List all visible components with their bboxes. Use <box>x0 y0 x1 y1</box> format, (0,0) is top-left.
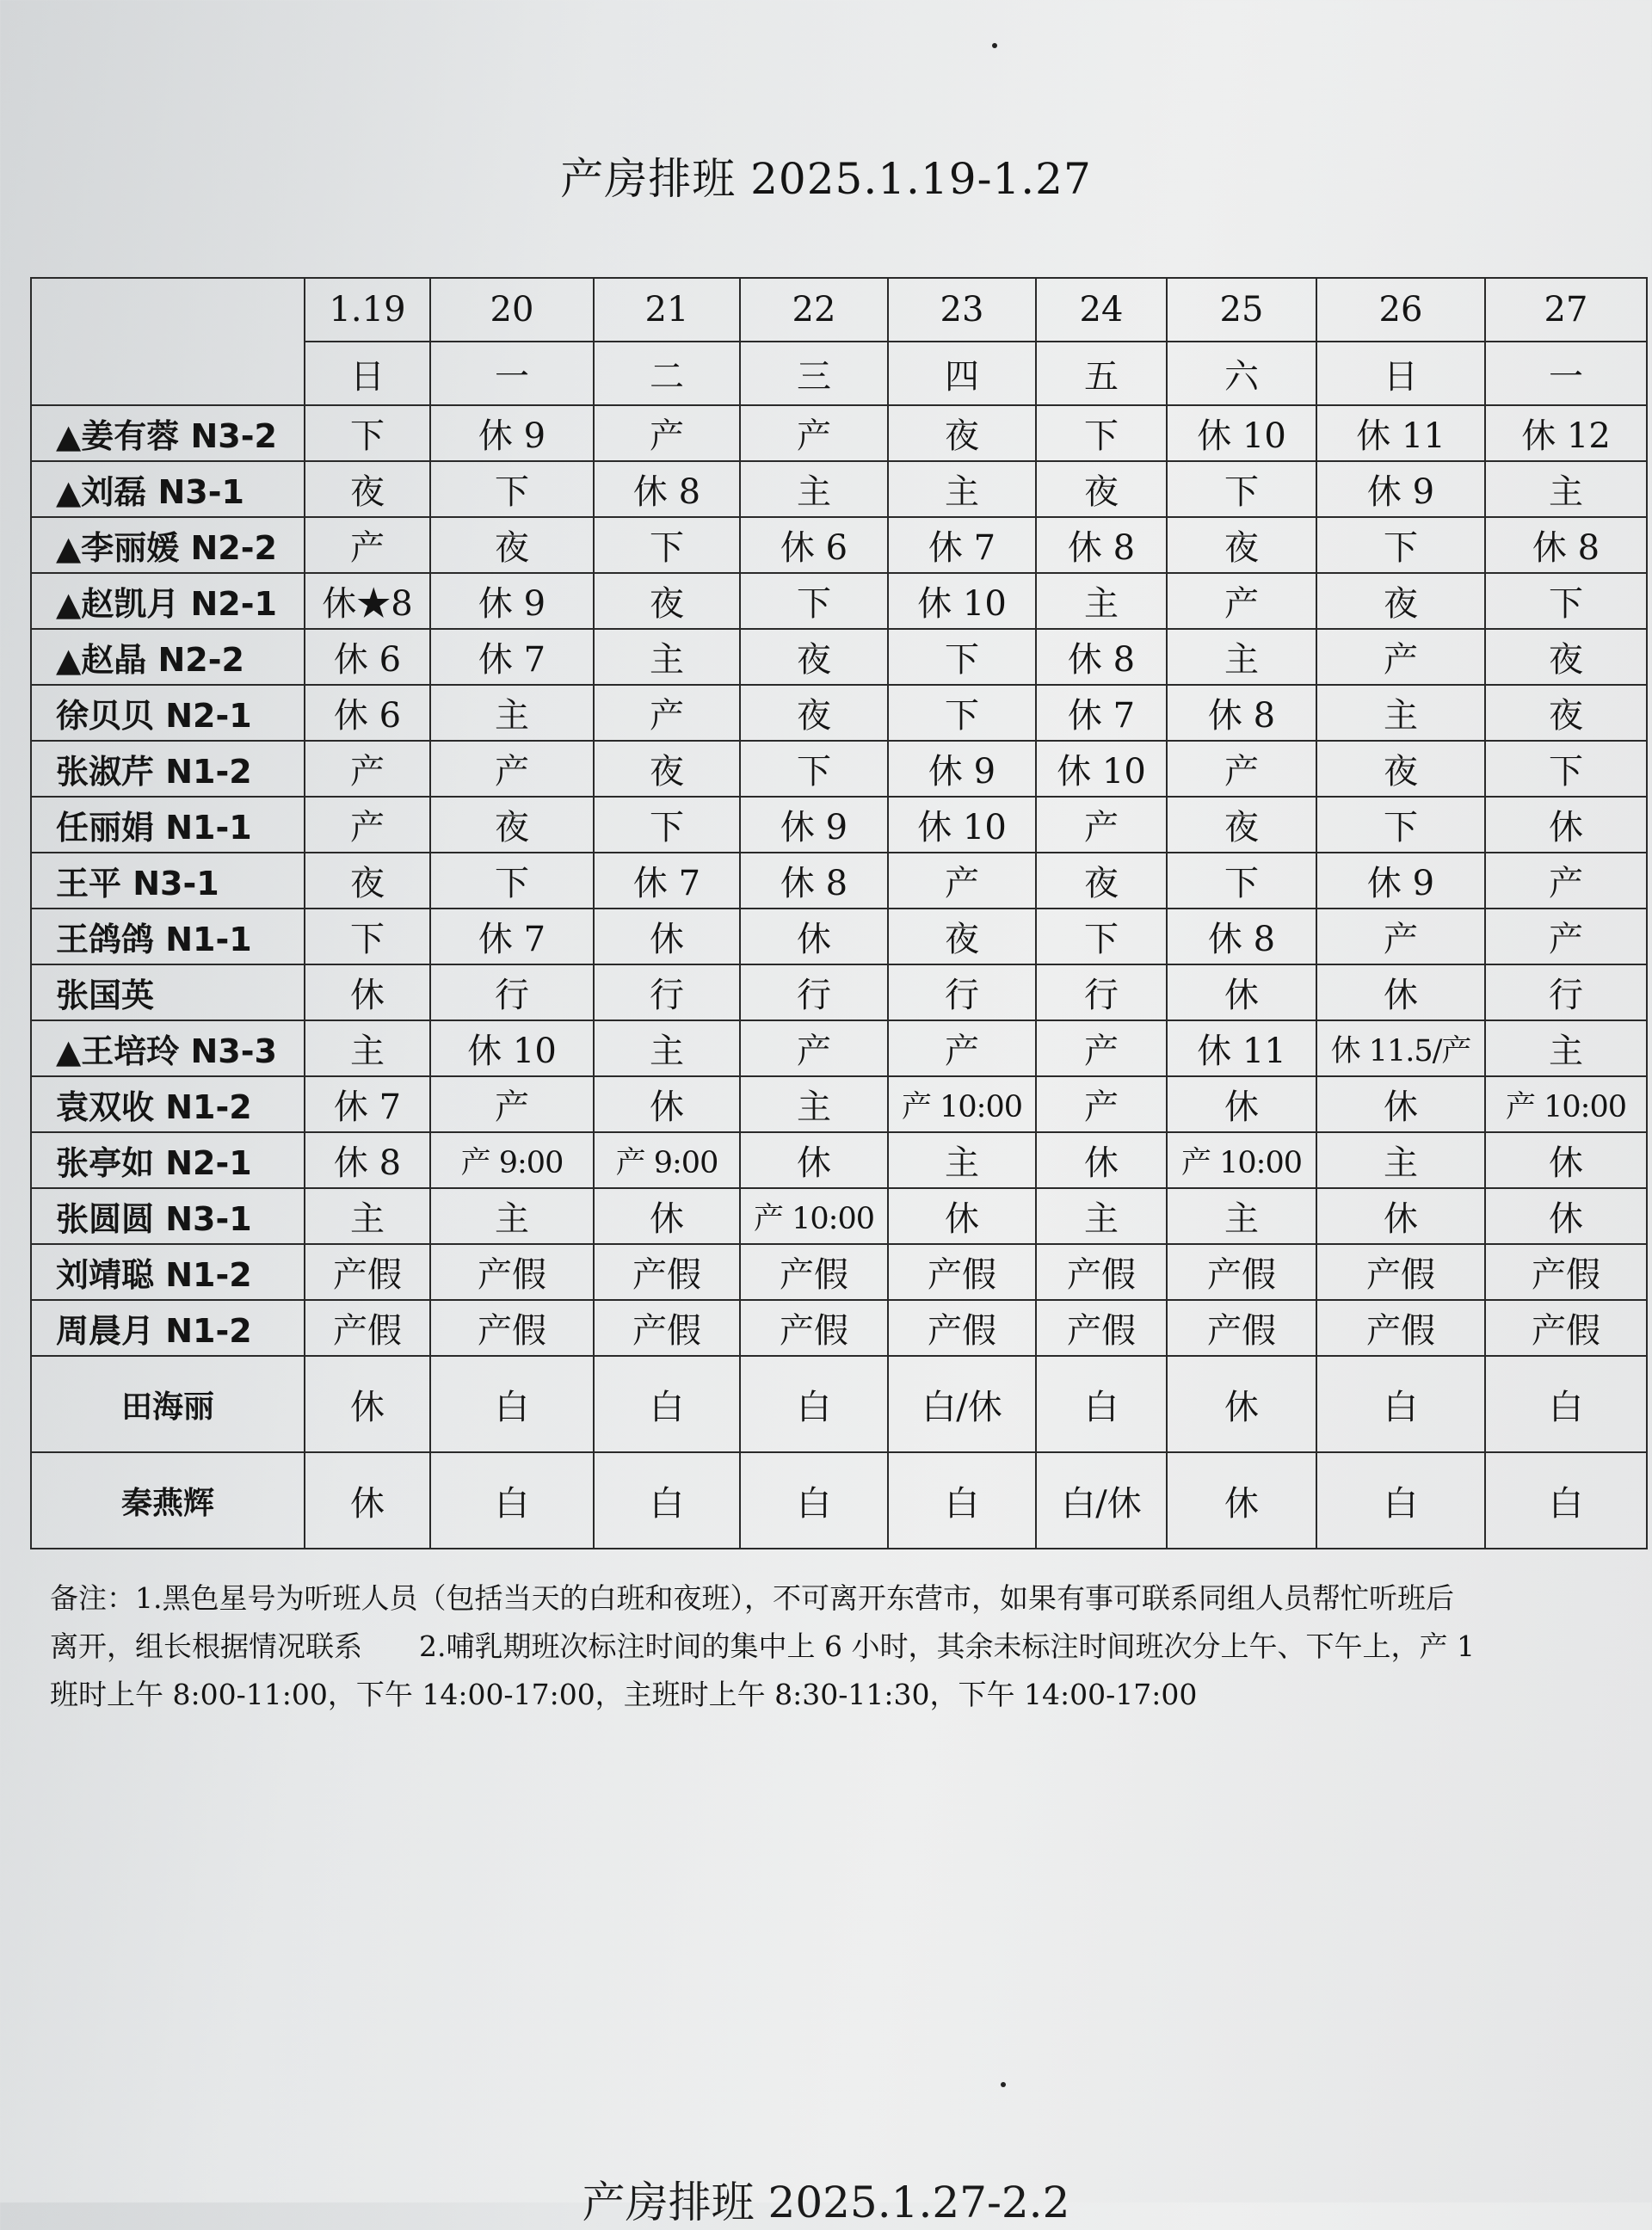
shift-cell: 休 <box>1167 1076 1316 1132</box>
shift-cell: 休 8 <box>594 461 740 517</box>
staff-row <box>31 741 1647 797</box>
shift-cell: 休 8 <box>305 1132 430 1188</box>
shift-cell: 休 <box>1316 1076 1485 1132</box>
shift-cell: 休 9 <box>740 797 888 853</box>
staff-row <box>31 964 1647 1020</box>
corner-cell <box>31 278 305 405</box>
shift-cell: 休 7 <box>1036 685 1167 741</box>
shift-cell: 休 <box>305 1452 430 1549</box>
weekday-cell: 四 <box>888 342 1036 405</box>
note-line: 备注：1.黑色星号为听班人员（包括当天的白班和夜班），不可离开东营市，如果有事可联系同组人员帮忙听班后 <box>50 1581 1454 1615</box>
shift-cell: 产 <box>740 1020 888 1076</box>
shift-cell: 白 <box>740 1452 888 1549</box>
shift-cell: 休 8 <box>1167 685 1316 741</box>
shift-cell: 夜 <box>888 909 1036 964</box>
shift-cell: 夜 <box>740 685 888 741</box>
shift-cell: 白 <box>888 1452 1036 1549</box>
shift-cell: 下 <box>594 797 740 853</box>
weekday-cell: 一 <box>1485 342 1647 405</box>
shift-cell: 产假 <box>740 1244 888 1300</box>
shift-cell: 休 9 <box>430 405 594 461</box>
shift-cell: 产 <box>1316 629 1485 685</box>
weekday-cell: 五 <box>1036 342 1167 405</box>
weekday-cell: 二 <box>594 342 740 405</box>
staff-name: 周晨月 N1-2 <box>31 1300 305 1356</box>
shift-cell: 行 <box>1485 964 1647 1020</box>
shift-cell: 行 <box>430 964 594 1020</box>
shift-cell: 产假 <box>1167 1300 1316 1356</box>
shift-cell: 产 <box>1316 909 1485 964</box>
staff-name: ▲李丽媛 N2-2 <box>31 517 305 573</box>
shift-cell: 产假 <box>888 1300 1036 1356</box>
date-cell: 20 <box>430 278 594 342</box>
staff-row <box>31 1452 1647 1549</box>
shift-cell: 休 <box>305 1356 430 1452</box>
shift-cell: 夜 <box>1485 629 1647 685</box>
date-cell: 25 <box>1167 278 1316 342</box>
shift-cell: 休 <box>594 909 740 964</box>
shift-cell: 主 <box>1167 1188 1316 1244</box>
shift-cell: 夜 <box>1036 853 1167 909</box>
shift-cell: 主 <box>888 461 1036 517</box>
shift-cell: 主 <box>740 461 888 517</box>
shift-cell: 休 8 <box>1167 909 1316 964</box>
shift-cell: 产假 <box>740 1300 888 1356</box>
shift-cell: 主 <box>594 629 740 685</box>
shift-cell: 休 7 <box>594 853 740 909</box>
shift-cell: 休 <box>1485 797 1647 853</box>
shift-cell: 产假 <box>305 1300 430 1356</box>
shift-cell: 夜 <box>1485 685 1647 741</box>
staff-name: ▲姜有蓉 N3-2 <box>31 405 305 461</box>
shift-cell: 产 <box>1036 1076 1167 1132</box>
shift-cell: 休 6 <box>305 685 430 741</box>
shift-cell: 休 11 <box>1316 405 1485 461</box>
shift-cell: 白 <box>1316 1452 1485 1549</box>
shift-cell: 白/休 <box>888 1356 1036 1452</box>
shift-cell: 主 <box>1036 573 1167 629</box>
shift-cell: 休★8 <box>305 573 430 629</box>
shift-cell: 产假 <box>1485 1244 1647 1300</box>
shift-cell: 产假 <box>305 1244 430 1300</box>
shift-cell: 休 6 <box>740 517 888 573</box>
shift-cell: 主 <box>1316 1132 1485 1188</box>
shift-cell: 休 9 <box>430 573 594 629</box>
shift-cell: 夜 <box>594 741 740 797</box>
staff-name: 张亭如 N2-1 <box>31 1132 305 1188</box>
shift-cell: 产 <box>305 741 430 797</box>
staff-row <box>31 573 1647 629</box>
shift-cell: 夜 <box>1316 573 1485 629</box>
staff-row <box>31 1132 1647 1188</box>
shift-cell: 下 <box>888 629 1036 685</box>
date-cell: 27 <box>1485 278 1647 342</box>
staff-name: 王鸽鸽 N1-1 <box>31 909 305 964</box>
shift-cell: 休 10 <box>1036 741 1167 797</box>
shift-cell: 产 <box>1485 909 1647 964</box>
weekday-cell: 日 <box>305 342 430 405</box>
shift-cell: 主 <box>305 1188 430 1244</box>
shift-cell: 下 <box>305 405 430 461</box>
staff-row <box>31 517 1647 573</box>
shift-cell: 夜 <box>305 853 430 909</box>
staff-row <box>31 1020 1647 1076</box>
shift-cell: 产 <box>430 1076 594 1132</box>
shift-cell: 白 <box>1485 1356 1647 1452</box>
shift-cell: 产 <box>594 405 740 461</box>
shift-cell: 产 <box>1485 853 1647 909</box>
shift-cell: 产 <box>888 853 1036 909</box>
shift-cell: 下 <box>430 853 594 909</box>
shift-cell: 下 <box>888 685 1036 741</box>
staff-row <box>31 461 1647 517</box>
shift-cell: 白 <box>740 1356 888 1452</box>
shift-cell: 白 <box>594 1356 740 1452</box>
shift-cell: 白 <box>594 1452 740 1549</box>
date-header-row <box>31 278 1647 342</box>
shift-cell: 休 7 <box>305 1076 430 1132</box>
shift-cell: 休 10 <box>1167 405 1316 461</box>
shift-cell: 休 <box>1036 1132 1167 1188</box>
shift-cell: 产假 <box>1485 1300 1647 1356</box>
schedule-table <box>30 277 1648 1549</box>
date-cell: 22 <box>740 278 888 342</box>
next-page-title: 产房排班 2025.1.27-2.2 <box>582 2178 1070 2227</box>
shift-cell: 主 <box>1485 461 1647 517</box>
shift-cell: 休 8 <box>1036 517 1167 573</box>
paper-mark <box>992 43 997 48</box>
staff-row <box>31 405 1647 461</box>
shift-cell: 休 9 <box>1316 461 1485 517</box>
date-cell: 23 <box>888 278 1036 342</box>
shift-cell: 休 10 <box>888 573 1036 629</box>
staff-row <box>31 797 1647 853</box>
shift-cell: 休 <box>594 1076 740 1132</box>
shift-cell: 下 <box>1316 797 1485 853</box>
shift-cell: 夜 <box>430 797 594 853</box>
shift-cell: 行 <box>740 964 888 1020</box>
shift-cell: 产 10:00 <box>1167 1132 1316 1188</box>
shift-cell: 休 6 <box>305 629 430 685</box>
shift-cell: 下 <box>305 909 430 964</box>
staff-name: 徐贝贝 N2-1 <box>31 685 305 741</box>
shift-cell: 产 9:00 <box>430 1132 594 1188</box>
staff-name: 任丽娟 N1-1 <box>31 797 305 853</box>
staff-row <box>31 685 1647 741</box>
shift-cell: 休 <box>1167 964 1316 1020</box>
shift-cell: 产假 <box>1036 1244 1167 1300</box>
shift-cell: 产假 <box>430 1300 594 1356</box>
staff-row <box>31 629 1647 685</box>
shift-cell: 产假 <box>1167 1244 1316 1300</box>
shift-cell: 产 10:00 <box>740 1188 888 1244</box>
shift-cell: 产 <box>888 1020 1036 1076</box>
shift-cell: 产假 <box>430 1244 594 1300</box>
shift-cell: 主 <box>430 1188 594 1244</box>
shift-cell: 休 <box>1485 1188 1647 1244</box>
shift-cell: 休 8 <box>740 853 888 909</box>
shift-cell: 白 <box>1485 1452 1647 1549</box>
shift-cell: 下 <box>1316 517 1485 573</box>
weekday-cell: 一 <box>430 342 594 405</box>
shift-cell: 白 <box>1316 1356 1485 1452</box>
shift-cell: 休 8 <box>1485 517 1647 573</box>
shift-cell: 产 <box>1036 797 1167 853</box>
shift-cell: 产 <box>305 517 430 573</box>
staff-name: ▲赵凯月 N2-1 <box>31 573 305 629</box>
shift-cell: 主 <box>1167 629 1316 685</box>
shift-cell: 休 11.5/产 <box>1316 1020 1485 1076</box>
staff-row <box>31 1188 1647 1244</box>
page-title: 产房排班 2025.1.19-1.27 <box>560 154 1092 204</box>
shift-cell: 主 <box>430 685 594 741</box>
shift-cell: 主 <box>594 1020 740 1076</box>
note-line: 班时上午 8:00-11:00，下午 14:00-17:00，主班时上午 8:30-11:30，下午 14:00-17:00 <box>50 1678 1198 1711</box>
shift-cell: 白 <box>1036 1356 1167 1452</box>
paper-mark <box>1001 2082 1006 2087</box>
shift-cell: 夜 <box>1167 517 1316 573</box>
shift-cell: 休 10 <box>430 1020 594 1076</box>
shift-cell: 休 10 <box>888 797 1036 853</box>
shift-cell: 休 <box>305 964 430 1020</box>
shift-cell: 下 <box>1485 573 1647 629</box>
shift-cell: 产 <box>1036 1020 1167 1076</box>
shift-cell: 行 <box>1036 964 1167 1020</box>
shift-cell: 夜 <box>305 461 430 517</box>
shift-cell: 产 <box>1167 573 1316 629</box>
shift-cell: 产 10:00 <box>888 1076 1036 1132</box>
shift-cell: 夜 <box>1316 741 1485 797</box>
shift-cell: 休 7 <box>430 629 594 685</box>
shift-cell: 休 9 <box>888 741 1036 797</box>
shift-cell: 产假 <box>888 1244 1036 1300</box>
shift-cell: 下 <box>1167 461 1316 517</box>
shift-cell: 产假 <box>1316 1300 1485 1356</box>
staff-row <box>31 1356 1647 1452</box>
shift-cell: 休 <box>740 909 888 964</box>
shift-cell: 休 <box>1167 1356 1316 1452</box>
staff-name: 田海丽 <box>31 1356 305 1452</box>
weekday-cell: 日 <box>1316 342 1485 405</box>
shift-cell: 主 <box>888 1132 1036 1188</box>
staff-name: 刘靖聪 N1-2 <box>31 1244 305 1300</box>
shift-cell: 白/休 <box>1036 1452 1167 1549</box>
staff-name: 张淑芹 N1-2 <box>31 741 305 797</box>
staff-name: 张国英 <box>31 964 305 1020</box>
shift-cell: 产 <box>430 741 594 797</box>
shift-cell: 休 <box>1316 1188 1485 1244</box>
shift-cell: 下 <box>740 573 888 629</box>
shift-cell: 休 <box>740 1132 888 1188</box>
shift-cell: 下 <box>1485 741 1647 797</box>
shift-cell: 下 <box>594 517 740 573</box>
date-cell: 24 <box>1036 278 1167 342</box>
shift-cell: 夜 <box>430 517 594 573</box>
staff-name: ▲赵晶 N2-2 <box>31 629 305 685</box>
shift-cell: 下 <box>430 461 594 517</box>
staff-name: 袁双收 N1-2 <box>31 1076 305 1132</box>
shift-cell: 休 12 <box>1485 405 1647 461</box>
staff-row <box>31 909 1647 964</box>
shift-cell: 休 <box>1485 1132 1647 1188</box>
staff-name: 秦燕辉 <box>31 1452 305 1549</box>
staff-name: ▲王培玲 N3-3 <box>31 1020 305 1076</box>
shift-cell: 休 <box>1316 964 1485 1020</box>
weekday-cell: 三 <box>740 342 888 405</box>
shift-cell: 下 <box>1036 405 1167 461</box>
shift-cell: 休 <box>1167 1452 1316 1549</box>
shift-cell: 白 <box>430 1452 594 1549</box>
shift-cell: 产 <box>594 685 740 741</box>
shift-cell: 下 <box>1036 909 1167 964</box>
shift-cell: 产 <box>1167 741 1316 797</box>
shift-cell: 产 <box>740 405 888 461</box>
shift-cell: 产假 <box>1316 1244 1485 1300</box>
shift-cell: 行 <box>594 964 740 1020</box>
shift-cell: 主 <box>740 1076 888 1132</box>
staff-row <box>31 1076 1647 1132</box>
shift-cell: 夜 <box>594 573 740 629</box>
shift-cell: 休 8 <box>1036 629 1167 685</box>
shift-cell: 休 <box>594 1188 740 1244</box>
staff-row <box>31 1244 1647 1300</box>
note-line: 离开，组长根据情况联系 2.哺乳期班次标注时间的集中上 6 小时，其余未标注时间班次分上午、下午上，产 1 <box>50 1629 1475 1663</box>
date-cell: 1.19 <box>305 278 430 342</box>
shift-cell: 休 9 <box>1316 853 1485 909</box>
shift-cell: 产 9:00 <box>594 1132 740 1188</box>
shift-cell: 夜 <box>1036 461 1167 517</box>
shift-cell: 下 <box>740 741 888 797</box>
staff-name: 王平 N3-1 <box>31 853 305 909</box>
shift-cell: 产 10:00 <box>1485 1076 1647 1132</box>
shift-cell: 休 7 <box>888 517 1036 573</box>
shift-cell: 夜 <box>888 405 1036 461</box>
staff-name: 张圆圆 N3-1 <box>31 1188 305 1244</box>
shift-cell: 主 <box>305 1020 430 1076</box>
shift-cell: 产假 <box>594 1300 740 1356</box>
staff-name: ▲刘磊 N3-1 <box>31 461 305 517</box>
shift-cell: 下 <box>1167 853 1316 909</box>
shift-cell: 休 <box>888 1188 1036 1244</box>
shift-cell: 产假 <box>1036 1300 1167 1356</box>
shift-cell: 行 <box>888 964 1036 1020</box>
shift-cell: 主 <box>1316 685 1485 741</box>
shift-cell: 白 <box>430 1356 594 1452</box>
shift-cell: 产 <box>305 797 430 853</box>
date-cell: 26 <box>1316 278 1485 342</box>
schedule-body <box>31 278 1647 1549</box>
shift-cell: 夜 <box>740 629 888 685</box>
shift-cell: 休 11 <box>1167 1020 1316 1076</box>
staff-row <box>31 853 1647 909</box>
weekday-cell: 六 <box>1167 342 1316 405</box>
date-cell: 21 <box>594 278 740 342</box>
notes <box>50 1574 1633 1719</box>
shift-cell: 产假 <box>594 1244 740 1300</box>
staff-row <box>31 1300 1647 1356</box>
shift-cell: 休 7 <box>430 909 594 964</box>
shift-cell: 主 <box>1036 1188 1167 1244</box>
shift-cell: 夜 <box>1167 797 1316 853</box>
shift-cell: 主 <box>1485 1020 1647 1076</box>
